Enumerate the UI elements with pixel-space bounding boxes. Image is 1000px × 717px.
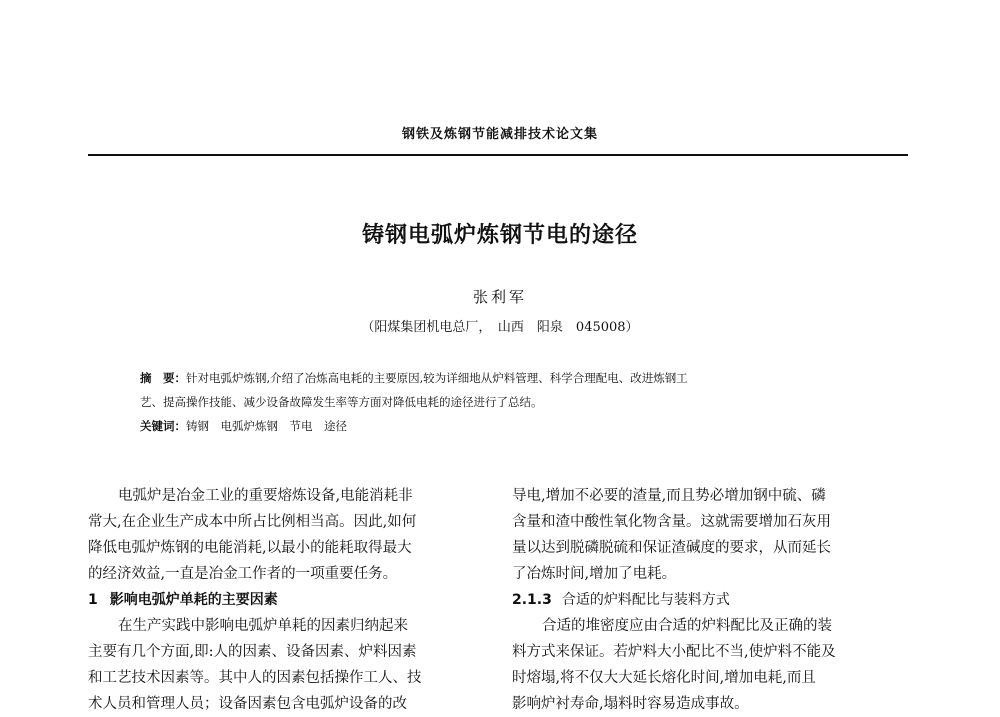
- body-column-right: [512, 483, 912, 717]
- running-header: 钢铁及炼钢节能减排技术论文集: [401, 127, 598, 142]
- text-line: 量以达到脱磷脱硫和保证渣碱度的要求，从而延长: [512, 540, 831, 556]
- text-line: 主要有几个方面,即:人的因素、设备因素、炉料因素: [88, 644, 417, 660]
- text-line: 术人员和管理人员；设备因素包含电弧炉设备的改: [88, 696, 407, 712]
- keywords: [140, 414, 860, 438]
- text-line: 电弧炉是冶金工业的重要熔炼设备,电能消耗非: [118, 488, 413, 504]
- abstract-line: 艺、提高操作技能、减少设备故障发生率等方面对降低电耗的途径进行了总结。: [140, 395, 543, 409]
- keywords-text: 铸钢 电弧炉炼钢 节电 途径: [186, 419, 347, 433]
- text-line: 料方式来保证。若炉料大小配比不当,使炉料不能及: [512, 644, 836, 660]
- paper-title: 铸钢电弧炉炼钢节电的途径: [361, 223, 638, 248]
- text-line: 了冶炼时间,增加了电耗。: [512, 566, 677, 582]
- keywords-label: 关键词：: [140, 419, 186, 433]
- text-line: 影响炉衬寿命,塌料时容易造成事故。: [512, 696, 749, 712]
- subsection-heading: [512, 587, 912, 613]
- body-column-left: [88, 483, 486, 717]
- text-line: 时熔塌,将不仅大大延长熔化时间,增加电耗,而且: [512, 670, 816, 686]
- abstract: [140, 366, 860, 438]
- text-line: 合适的堆密度应由合适的炉料配比及正确的装: [542, 618, 832, 634]
- author-affiliation: （阳煤集团机电总厂， 山西 阳泉 045008）: [361, 320, 639, 335]
- text-line: 降低电弧炉炼钢的电能消耗,以最小的能耗取得最大: [88, 540, 412, 556]
- author-name: 张利军: [472, 288, 527, 306]
- subsection-number: 2.1.3: [512, 592, 552, 608]
- section-number: 1: [88, 592, 98, 608]
- text-line: 在生产实践中影响电弧炉单耗的因素归纳起来: [118, 618, 408, 634]
- subsection-title: 合适的炉料配比与装料方式: [561, 592, 730, 608]
- text-line: 的经济效益,一直是冶金工作者的一项重要任务。: [88, 566, 398, 582]
- text-line: 导电,增加不必要的渣量,而且势必增加钢中硫、磷: [512, 488, 826, 504]
- abstract-line: [140, 366, 860, 390]
- text-line: 常大,在企业生产成本中所占比例相当高。因此,如何: [88, 514, 417, 530]
- header-rule: [88, 154, 908, 156]
- text-line: 和工艺技术因素等。其中人的因素包括操作工人、技: [88, 670, 422, 686]
- abstract-text: 针对电弧炉炼钢,介绍了冶炼高电耗的主要原因,较为详细地从炉料管理、科学合理配电、改进炼钢工: [186, 371, 688, 385]
- section-heading: [88, 587, 486, 613]
- section-title: 影响电弧炉单耗的主要因素: [109, 592, 278, 608]
- abstract-label: 摘 要：: [140, 371, 186, 385]
- text-line: 含量和渣中酸性氧化物含量。这就需要增加石灰用: [512, 514, 831, 530]
